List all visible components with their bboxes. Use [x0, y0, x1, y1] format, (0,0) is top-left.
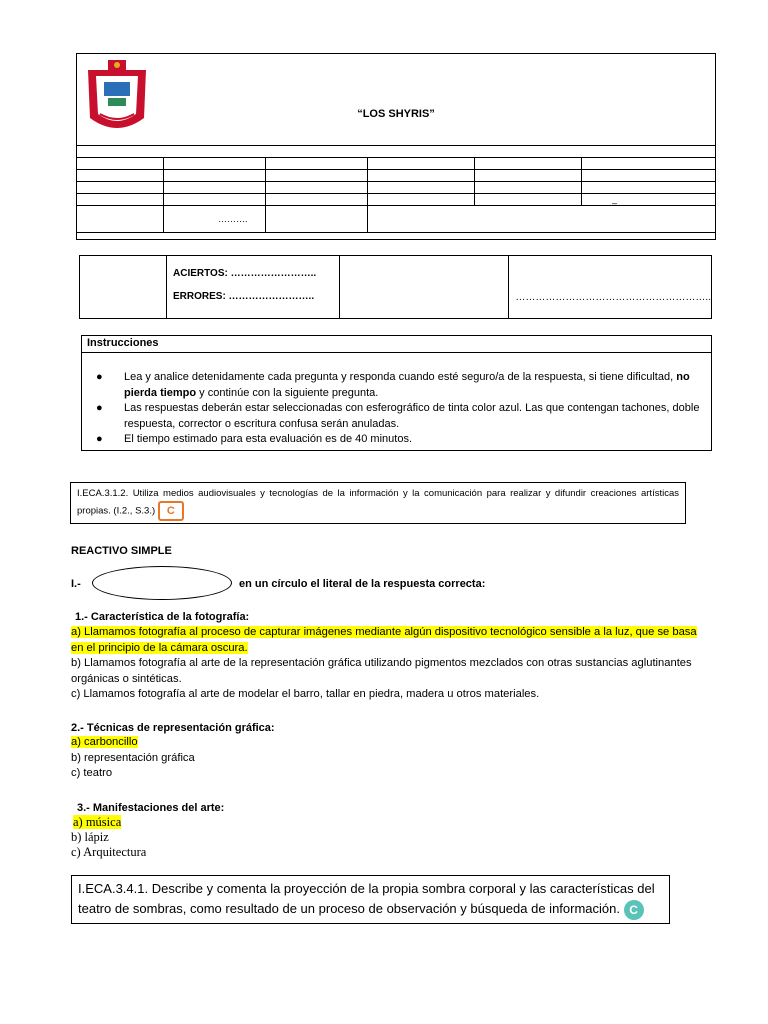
grid-cell	[77, 206, 164, 233]
aciertos-field: ACIERTOS: ……………………..	[173, 268, 317, 279]
option-b[interactable]: b) lápiz	[71, 830, 109, 844]
question-3	[71, 802, 711, 860]
header-dots: ……….	[218, 214, 248, 224]
instruction-text: y continúe con la siguiente pregunta.	[196, 386, 379, 399]
question-2	[71, 722, 711, 782]
grid-cell	[164, 206, 266, 233]
answer-oval	[92, 566, 232, 600]
instruction-item	[96, 401, 708, 432]
score-table	[79, 255, 712, 319]
score-cell-empty	[80, 256, 167, 319]
school-name: “LOS SHYRIS”	[357, 108, 435, 120]
score-cell-grade	[340, 256, 509, 319]
bullet-icon: ●	[96, 371, 103, 383]
score-cell-signature	[509, 256, 712, 319]
grid-cell	[475, 170, 582, 182]
section-title: REACTIVO SIMPLE	[71, 545, 172, 557]
grid-cell	[475, 158, 582, 170]
option-a[interactable]	[71, 735, 711, 751]
speech-c-icon: C	[624, 900, 644, 920]
school-crest-logo	[82, 56, 152, 136]
header-info-grid	[76, 145, 716, 233]
grid-cell	[475, 182, 582, 194]
grid-cell	[266, 206, 368, 233]
indicator-text: I.ECA.3.1.2. Utiliza medios audiovisuales y tecnologías de la información y la comunicación para realizar y difundir creaciones artísticas propias. (I.2., S.3.)	[77, 488, 679, 517]
grid-cell	[368, 182, 475, 194]
grid-cell	[266, 170, 368, 182]
bullet-icon: ●	[96, 402, 103, 415]
option-c[interactable]: c) Arquitectura	[71, 845, 147, 859]
score-cell-results	[167, 256, 340, 319]
grid-cell	[77, 170, 164, 182]
grid-cell	[368, 170, 475, 182]
instructions-title: Instrucciones	[81, 335, 712, 353]
grid-cell	[266, 158, 368, 170]
option-b[interactable]: b) representación gráfica	[71, 751, 195, 764]
signature-line: …………………………………………………..	[515, 292, 711, 303]
question-title: 1.- Característica de la fotografía:	[75, 611, 250, 623]
indicator-box-2	[71, 875, 670, 924]
instruction-item	[96, 432, 708, 448]
grid-cell	[266, 182, 368, 194]
grid-cell	[582, 194, 716, 206]
instruction-text: El tiempo estimado para esta evaluación es de 40 minutos.	[124, 433, 412, 446]
option-c[interactable]: c) teatro	[71, 767, 113, 779]
option-c[interactable]: c) Llamamos fotografía al arte de modelar el barro, tallar en piedra, madera u otros materiales.	[71, 688, 540, 700]
header-dash: –	[612, 198, 618, 208]
grid-cell	[77, 146, 716, 158]
errores-field: ERRORES: ……………………..	[173, 291, 315, 302]
grid-cell	[368, 206, 716, 233]
grid-cell	[582, 182, 716, 194]
grid-cell	[368, 158, 475, 170]
grid-cell	[582, 158, 716, 170]
option-a[interactable]	[71, 815, 711, 830]
instruction-text: Lea y analice detenidamente cada pregunta y responda cuando esté seguro/a de la respuesta, si tiene dificultad,	[124, 371, 674, 383]
grid-cell	[77, 194, 164, 206]
computer-c-icon: C	[158, 501, 184, 521]
grid-cell	[368, 194, 475, 206]
grid-cell	[77, 182, 164, 194]
instruction-item	[96, 370, 708, 401]
option-text: a) música	[73, 815, 122, 829]
grid-cell	[164, 182, 266, 194]
bullet-icon: ●	[96, 433, 103, 446]
grid-cell	[266, 194, 368, 206]
option-b[interactable]: b) Llamamos fotografía al arte de la representación gráfica utilizando pigmentos mezclados con otras sustancias aglutinantes orgánicas o sintéticas.	[71, 657, 692, 685]
indicator-box-1	[70, 482, 686, 524]
instructions-list	[96, 370, 708, 448]
grid-cell	[164, 194, 266, 206]
indicator-text: I.ECA.3.4.1. Describe y comenta la proyección de la propia sombra corporal y las características del teatro de sombras, como resultado de un proceso de observación y búsqueda de información.	[78, 881, 655, 916]
grid-cell	[164, 170, 266, 182]
grid-cell	[475, 194, 582, 206]
question-title: 3.- Manifestaciones del arte:	[77, 802, 225, 814]
instruction-label: I.-	[71, 578, 81, 590]
question-1	[71, 611, 711, 703]
instruction-bold: no pierda tiempo	[124, 371, 690, 399]
grid-cell	[164, 158, 266, 170]
option-a[interactable]	[71, 625, 711, 656]
instruction-text: en un círculo el literal de la respuesta correcta:	[239, 578, 486, 590]
option-text: a) carboncillo	[71, 736, 138, 748]
option-text: a) Llamamos fotografía al proceso de capturar imágenes mediante algún dispositivo tecnológico sensible a la luz, que se basa en el principio de la cámara oscura.	[71, 626, 697, 654]
instruction-text: Las respuestas deberán estar seleccionadas con esferográfico de tinta color azul. Las que contengan tachones, doble respuesta, corrector o escritura confusa serán anuladas.	[124, 402, 700, 430]
grid-cell	[77, 158, 164, 170]
grid-cell	[582, 170, 716, 182]
question-title: 2.- Técnicas de representación gráfica:	[71, 722, 275, 734]
